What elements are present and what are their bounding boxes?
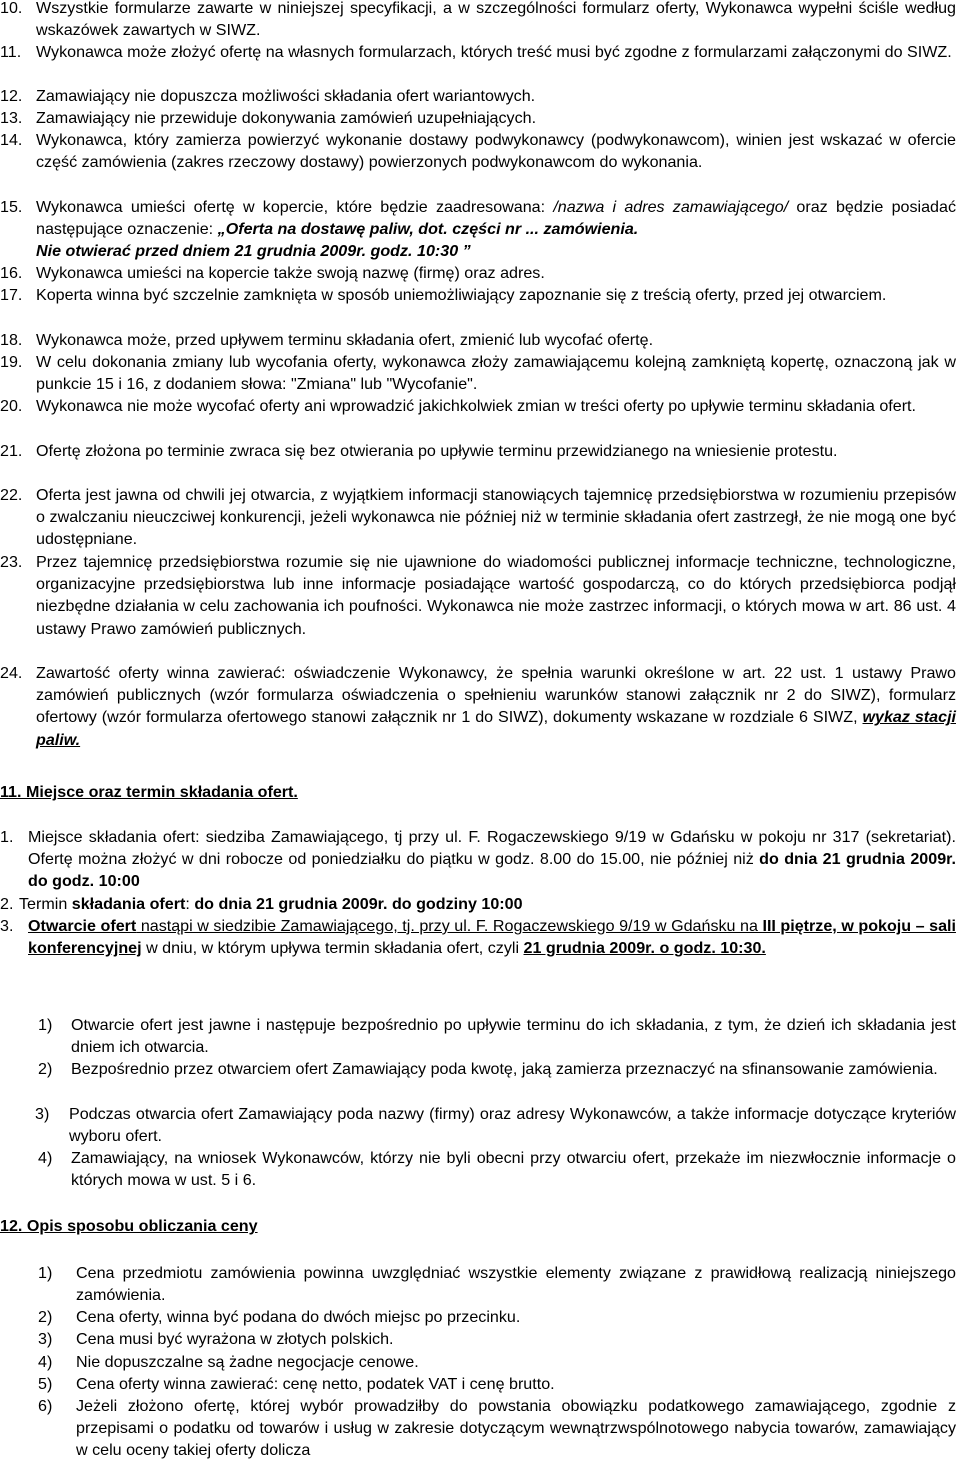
list-item	[0, 196, 956, 263]
item-number: 3)	[35, 1105, 50, 1123]
list-item	[0, 41, 956, 63]
item-number: 11.	[0, 43, 22, 61]
item-number: 2.	[0, 895, 14, 913]
item-number: 22.	[0, 486, 23, 504]
item-text: Jeżeli złożono ofertę, której wybór prowadziłby do powstania obowiązku podatkowego zamawiającego, zgodnie z przepisami o podatku od towarów i usług w zakresie dotyczącym wewnątrzwspólnotowego nabycia towarów, zamawiający w celu oceny takiej oferty dolicza	[76, 1397, 956, 1460]
list-item	[0, 1058, 956, 1080]
section-12-heading: 12. Opis sposobu obliczania ceny	[0, 1217, 258, 1235]
item-number: 3)	[38, 1330, 53, 1348]
list-item	[0, 1328, 956, 1350]
item-number: 4)	[38, 1353, 53, 1371]
item-text: Podczas otwarcia ofert Zamawiający poda nazwy (firmy) oraz adresy Wykonawców, a także informacje dotyczące kryteriów wyboru ofert.	[69, 1105, 956, 1146]
section-11-paragraph-3	[0, 915, 956, 959]
item-number: 16.	[0, 264, 23, 282]
item-text: Zawartość oferty winna zawierać: oświadczenie Wykonawcy, że spełnia warunki określone w art. 22 ust. 1 ustawy Prawo zamówień publicznych (wzór formularza oświadczenia o spełnieniu warunków stanowi załącznik nr 2 do SIWZ), formularz ofertowy (wzór formularza ofertowego stanowi załącznik nr 1 do SIWZ), dokumenty wskazane w rozdziale 6 SIWZ, wykaz stacji paliw.	[36, 664, 957, 749]
item-text: Wykonawca może, przed upływem terminu składania ofert, zmienić lub wycofać ofertę.	[36, 331, 654, 349]
list-item	[0, 262, 956, 284]
item-number: 10.	[0, 0, 23, 17]
item-text: Cena przedmiotu zamówienia powinna uwzględniać wszystkie elementy związane z prawidłową realizacją niniejszego zamówienia.	[76, 1264, 956, 1305]
item-number: 12.	[0, 87, 23, 105]
item-number: 2)	[38, 1308, 53, 1326]
item-number: 6)	[38, 1397, 53, 1415]
item-number: 18.	[0, 331, 23, 349]
item-number: 13.	[0, 109, 23, 127]
list-item	[0, 284, 956, 306]
item-number: 1)	[38, 1016, 53, 1034]
list-item	[0, 1306, 956, 1328]
list-item	[0, 395, 956, 417]
item-number: 1)	[38, 1264, 53, 1282]
item-text: Wszystkie formularze zawarte w niniejszej specyfikacji, a w szczególności formularz oferty, Wykonawca wypełni ściśle według wskazówek zawartych w SIWZ.	[36, 0, 956, 40]
item-number: 21.	[0, 442, 23, 460]
item-number: 2)	[38, 1060, 53, 1078]
item-number: 19.	[0, 353, 23, 371]
item-number: 1.	[0, 828, 14, 846]
item-text: Cena musi być wyrażona w złotych polskich.	[76, 1330, 394, 1348]
item-text: Zamawiający nie przewiduje dokonywania zamówień uzupełniających.	[36, 109, 537, 127]
list-item	[0, 329, 956, 351]
item-number: 24.	[0, 664, 23, 682]
item-number: 4)	[38, 1149, 53, 1167]
item-number: 5)	[38, 1375, 53, 1393]
item-text: Zamawiający nie dopuszcza możliwości składania ofert wariantowych.	[36, 87, 536, 105]
item-text: Cena oferty, winna być podana do dwóch miejsc po przecinku.	[76, 1308, 521, 1326]
item-text: Wykonawca umieści na kopercie także swoją nazwę (firmę) oraz adres.	[36, 264, 545, 282]
item-text: Otwarcie ofert jest jawne i następuje bezpośrednio po upływie terminu do ich składania, z tym, że dzień ich składania jest dniem ich otwarcia.	[71, 1016, 956, 1057]
item-number: 20.	[0, 397, 23, 415]
item-text: Wykonawca, który zamierza powierzyć wykonanie dostawy podwykonawcy (podwykonawcom), winien jest wskazać w ofercie część zamówienia (zakres rzeczowy dostawy) powierzonych podwykonawcom do wykonania.	[36, 131, 956, 172]
item-text: Otwarcie ofert nastąpi w siedzibie Zamawiającego, tj. przy ul. F. Rogaczewskiego 9/19 w Gdańsku na III piętrze, w pokoju – sali konferencyjnej w dniu, w którym upływa termin składania ofert, czyli 21 grudnia 2009r. o godz. 10:30.	[28, 917, 956, 958]
list-item	[0, 440, 956, 462]
section-11-heading: 11. Miejsce oraz termin składania ofert.	[0, 783, 298, 801]
list-item	[0, 351, 956, 395]
item-number: 17.	[0, 286, 23, 304]
item-text: Wykonawca nie może wycofać oferty ani wprowadzić jakichkolwiek zmian w treści oferty po upływie terminu składania ofert.	[36, 397, 917, 415]
item-text: Termin składania ofert: do dnia 21 grudnia 2009r. do godziny 10:00	[19, 895, 523, 913]
list-item	[0, 1373, 956, 1395]
item-number: 14.	[0, 131, 23, 149]
item-number: 15.	[0, 198, 23, 216]
item-text: Koperta winna być szczelnie zamknięta w sposób uniemożliwiający zapoznanie się z treścią oferty, przed jej otwarciem.	[36, 286, 887, 304]
list-item	[0, 129, 956, 173]
list-item	[0, 85, 956, 107]
item-text: Przez tajemnicę przedsiębiorstwa rozumie się nie ujawnione do wiadomości publicznej informacje techniczne, technologiczne, organizacyjne przedsiębiorstwa lub inne informacje posiadające wartość gospodarczą, co do których przedsiębiorca podjął niezbędne działania w celu zachowania ich poufności. Wykonawca nie może zastrzec informacji, o których mowa w art. 86 ust. 4 ustawy Prawo zamówień publicznych.	[36, 553, 956, 638]
list-item	[0, 1147, 956, 1191]
item-text: Wykonawca umieści ofertę w kopercie, które będzie zaadresowana: /nazwa i adres zamawiającego/ oraz będzie posiadać następujące oznaczenie: „Oferta na dostawę paliw, dot. części nr ... zamówienia. Nie otwierać przed dniem 21 grudnia 2009r. godz. 10:30 ”	[36, 198, 957, 261]
item-text: Miejsce składania ofert: siedziba Zamawiającego, tj przy ul. F. Rogaczewskiego 9/19 w Gdańsku w pokoju nr 317 (sekretariat). Ofertę można złożyć w dni robocze od poniedziałku do piątku w godz. 8.00 do 15.00, nie później niż do dnia 21 grudnia 2009r. do godz. 10:00	[28, 828, 956, 891]
item-number: 3.	[0, 917, 14, 935]
item-text: W celu dokonania zmiany lub wycofania oferty, wykonawca złoży zamawiającemu kolejną zamkniętą kopertę, oznaczoną jak w punkcie 15 i 16, z dodaniem słowa: "Zmiana" lub "Wycofanie".	[36, 353, 956, 394]
list-item	[0, 107, 956, 129]
item-number: 23.	[0, 553, 23, 571]
list-item	[0, 1014, 956, 1058]
section-11-paragraph-2	[0, 893, 956, 915]
section-11-paragraph-1	[0, 826, 956, 893]
item-text: Cena oferty winna zawierać: cenę netto, podatek VAT i cenę brutto.	[76, 1375, 555, 1393]
item-text: Wykonawca może złożyć ofertę na własnych formularzach, których treść musi być zgodne z formularzami załączonymi do SIWZ.	[36, 43, 952, 61]
item-text: Bezpośrednio przez otwarciem ofert Zamawiający poda kwotę, jaką zamierza przeznaczyć na sfinansowanie zamówienia.	[71, 1060, 938, 1078]
list-item	[0, 484, 956, 551]
list-item	[0, 1262, 956, 1306]
item-text: Ofertę złożona po terminie zwraca się bez otwierania po upływie terminu przewidzianego na wniesienie protestu.	[36, 442, 838, 460]
item-text: Oferta jest jawna od chwili jej otwarcia, z wyjątkiem informacji stanowiących tajemnicę przedsiębiorstwa w rozumieniu przepisów o zwalczaniu nieuczciwej konkurencji, jeżeli wykonawca nie później niż w terminie składania ofert zastrzegł, że nie mogą one być udostępniane.	[36, 486, 956, 549]
list-item	[0, 1351, 956, 1373]
list-item	[0, 1103, 956, 1147]
list-item	[0, 1395, 956, 1462]
list-item	[0, 662, 956, 751]
list-item	[0, 551, 956, 640]
item-text: Zamawiający, na wniosek Wykonawców, którzy nie byli obecni przy otwarciu ofert, przekaże im niezwłocznie informacje o których mowa w ust. 5 i 6.	[71, 1149, 956, 1190]
list-item	[0, 0, 956, 41]
item-text: Nie dopuszczalne są żadne negocjacje cenowe.	[76, 1353, 419, 1371]
